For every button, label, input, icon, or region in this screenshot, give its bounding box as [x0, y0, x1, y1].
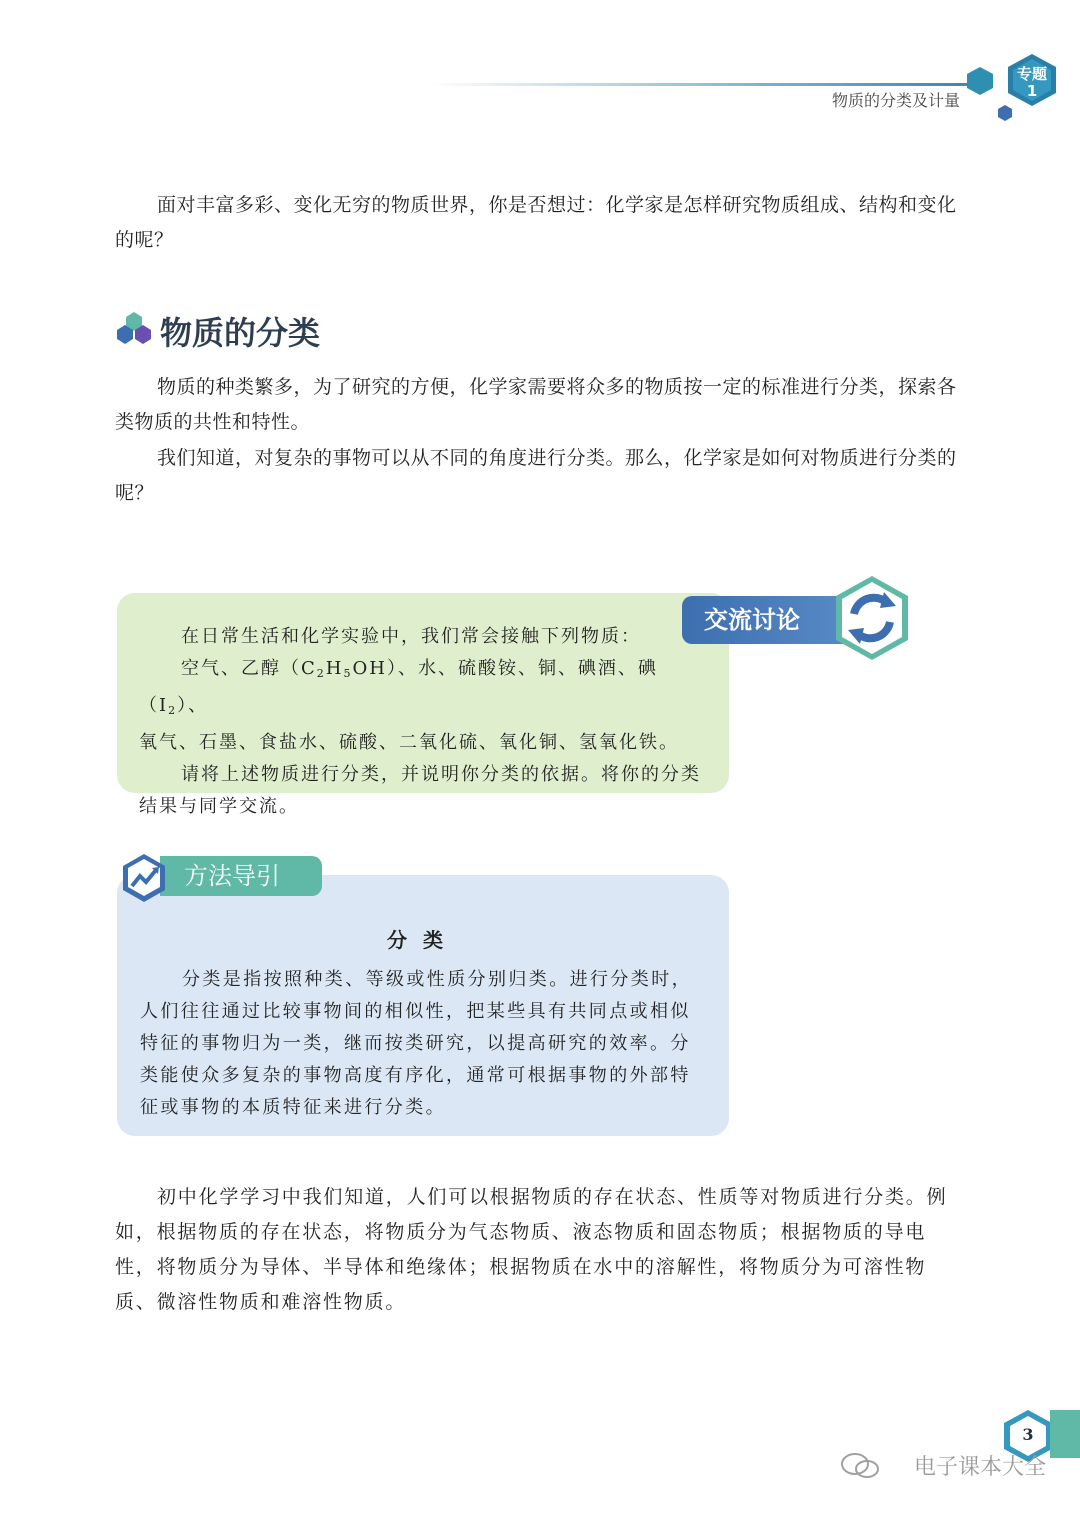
intro-paragraph: 面对丰富多彩、变化无穷的物质世界，你是否想过：化学家是怎样研究物质组成、结构和变化的呢？ — [115, 194, 957, 251]
cubes-icon — [115, 310, 153, 350]
section-title: 物质的分类 — [160, 314, 321, 352]
page-tab-decoration — [1050, 1410, 1080, 1458]
hexagon-decoration-icon — [965, 66, 995, 96]
method-text: 分类是指按照种类、等级或性质分别归类。进行分类时，人们往往通过比较事物间的相似性，把某些具有共同点或相似特征的事物归为一类，继而按类研究，以提高研究的效率。分类能使众多复杂的事物高度有序化，通常可根据事物的外部特征或事物的本质特征来进行分类。 — [140, 969, 692, 1118]
trend-chart-icon — [119, 852, 169, 906]
topic-badge: 专题 1 — [1016, 65, 1047, 100]
chapter-subtitle: 物质的分类及计量 — [831, 91, 960, 110]
discussion-line-2: 空气、乙醇$(C_2H_5OH)$、水、硫酸铵、铜、碘酒、碘$(I_2)$、 — [139, 658, 658, 717]
method-heading: 分类 — [387, 928, 459, 952]
discussion-line-4: 请将上述物质进行分类，并说明你分类的依据。将你的分类结果与同学交流。 — [139, 764, 701, 817]
method-label: 方法导引 — [160, 856, 322, 896]
discussion-line-1: 在日常生活和化学实验中，我们常会接触下列物质： — [181, 626, 641, 647]
page-number: 3 — [1022, 1425, 1034, 1444]
closing-paragraph: 初中化学学习中我们知道，人们可以根据物质的存在状态、性质等对物质进行分类。例如，根据物质的存在状态，将物质分为气态物质、液态物质和固态物质；根据物质的导电性，将物质分为导体、半导体和绝缘体；根据物质在水中的溶解性，将物质分为可溶性物质、微溶性物质和难溶性物质。 — [115, 1186, 948, 1313]
header-rule — [430, 83, 990, 86]
section-paragraph-2: 我们知道，对复杂的事物可以从不同的角度进行分类。那么，化学家是如何对物质进行分类的呢？ — [115, 447, 957, 504]
discussion-line-3: 氧气、石墨、食盐水、硫酸、二氧化硫、氧化铜、氢氧化铁。 — [139, 732, 679, 753]
refresh-cycle-icon — [832, 574, 912, 666]
watermark-text: 电子课本大全 — [913, 1455, 1046, 1480]
wechat-icon — [840, 1451, 880, 1485]
discussion-box — [117, 593, 729, 817]
discussion-label: 交流讨论 — [682, 596, 862, 644]
section-paragraph-1: 物质的种类繁多，为了研究的方便，化学家需要将众多的物质按一定的标准进行分类，探索各类物质的共性和特性。 — [115, 376, 957, 433]
